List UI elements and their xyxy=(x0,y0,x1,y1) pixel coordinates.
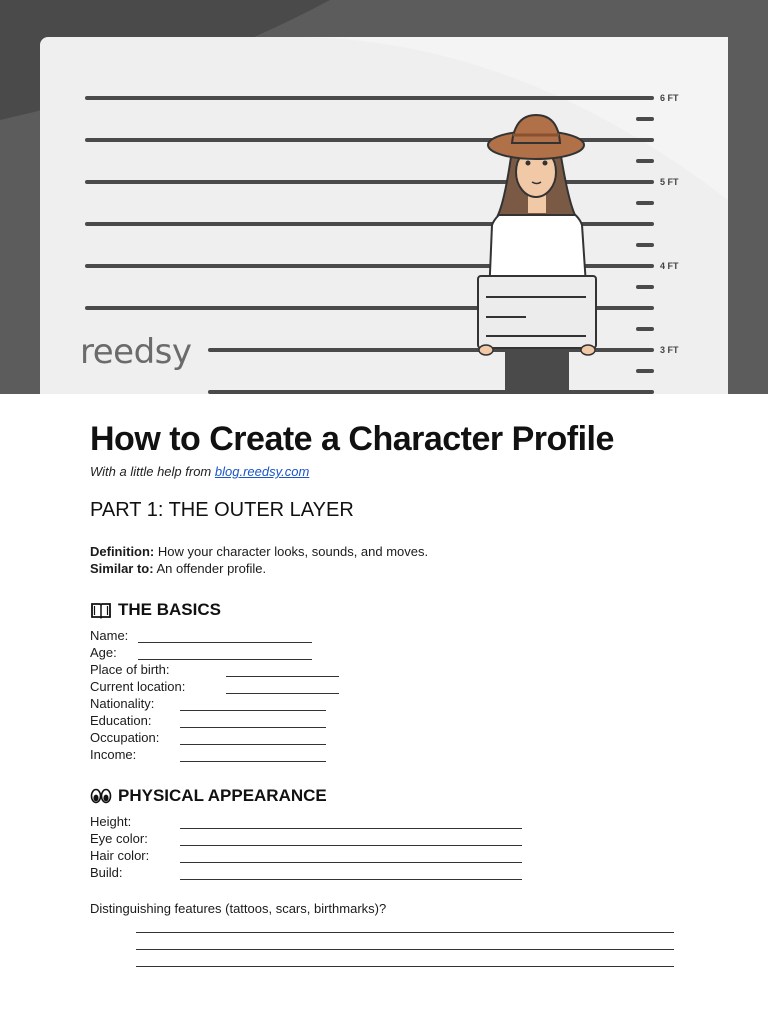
name-board xyxy=(478,276,596,348)
blank-line[interactable] xyxy=(138,645,312,660)
eyes-icon xyxy=(90,787,112,805)
reedsy-logo: reedsy xyxy=(80,332,192,372)
field-build[interactable] xyxy=(90,865,123,882)
blank-line[interactable] xyxy=(180,814,522,829)
subtitle-prefix: With a little help from xyxy=(90,464,215,479)
section-physical-appearance xyxy=(90,786,327,806)
field-label: Current location: xyxy=(90,679,186,694)
field-income[interactable] xyxy=(90,747,136,764)
field-label: Income: xyxy=(90,747,137,762)
similar-to-label: Similar to: xyxy=(90,561,154,576)
blank-line[interactable] xyxy=(180,730,326,745)
blank-line[interactable] xyxy=(226,679,339,694)
similar-to-text: An offender profile. xyxy=(153,561,267,576)
blank-line[interactable] xyxy=(180,696,326,711)
open-book-icon xyxy=(90,601,112,619)
field-eye-color[interactable] xyxy=(90,831,148,848)
field-label: Eye color: xyxy=(90,831,148,846)
field-hair-color[interactable] xyxy=(90,848,149,865)
blank-line[interactable] xyxy=(226,662,339,677)
page-title: How to Create a Character Profile xyxy=(90,420,614,458)
blank-line[interactable] xyxy=(180,713,326,728)
section-the-basics xyxy=(90,600,221,620)
field-label: Age: xyxy=(90,645,117,660)
field-label: Name: xyxy=(90,628,129,643)
field-label: Height: xyxy=(90,814,132,829)
field-label: Occupation: xyxy=(90,730,160,745)
blank-line[interactable] xyxy=(138,628,312,643)
definition-block xyxy=(90,543,428,577)
distinguishing-features-prompt: Distinguishing features (tattoos, scars, birthmarks)? xyxy=(90,901,387,916)
definition-text: How your character looks, sounds, and moves. xyxy=(154,544,429,559)
answer-line[interactable] xyxy=(136,965,674,967)
blank-line[interactable] xyxy=(180,848,522,863)
field-age[interactable] xyxy=(90,645,117,662)
field-label: Nationality: xyxy=(90,696,155,711)
blank-line[interactable] xyxy=(180,747,326,762)
field-label: Education: xyxy=(90,713,152,728)
field-height[interactable] xyxy=(90,814,131,831)
section-heading: THE BASICS xyxy=(118,600,221,619)
definition-label: Definition: xyxy=(90,544,155,559)
field-label: Place of birth: xyxy=(90,662,170,677)
field-occupation[interactable] xyxy=(90,730,159,747)
header-illustration xyxy=(0,0,768,394)
field-place-of-birth[interactable] xyxy=(90,662,170,679)
field-label: Hair color: xyxy=(90,848,150,863)
field-education[interactable] xyxy=(90,713,151,730)
height-label-6ft: 6 FT xyxy=(660,93,679,103)
part-heading: PART 1: THE OUTER LAYER xyxy=(90,499,354,521)
answer-line[interactable] xyxy=(136,931,674,933)
field-nationality[interactable] xyxy=(90,696,154,713)
blank-line[interactable] xyxy=(180,831,522,846)
subtitle xyxy=(90,464,309,479)
height-label-4ft: 4 FT xyxy=(660,261,679,271)
section-heading: PHYSICAL APPEARANCE xyxy=(118,786,327,805)
blank-line[interactable] xyxy=(180,865,522,880)
field-name[interactable] xyxy=(90,628,128,645)
height-label-5ft: 5 FT xyxy=(660,177,679,187)
answer-line[interactable] xyxy=(136,948,674,950)
blog-link[interactable]: blog.reedsy.com xyxy=(214,464,310,479)
field-current-location[interactable] xyxy=(90,679,185,696)
height-label-3ft: 3 FT xyxy=(660,345,679,355)
field-label: Build: xyxy=(90,865,123,880)
